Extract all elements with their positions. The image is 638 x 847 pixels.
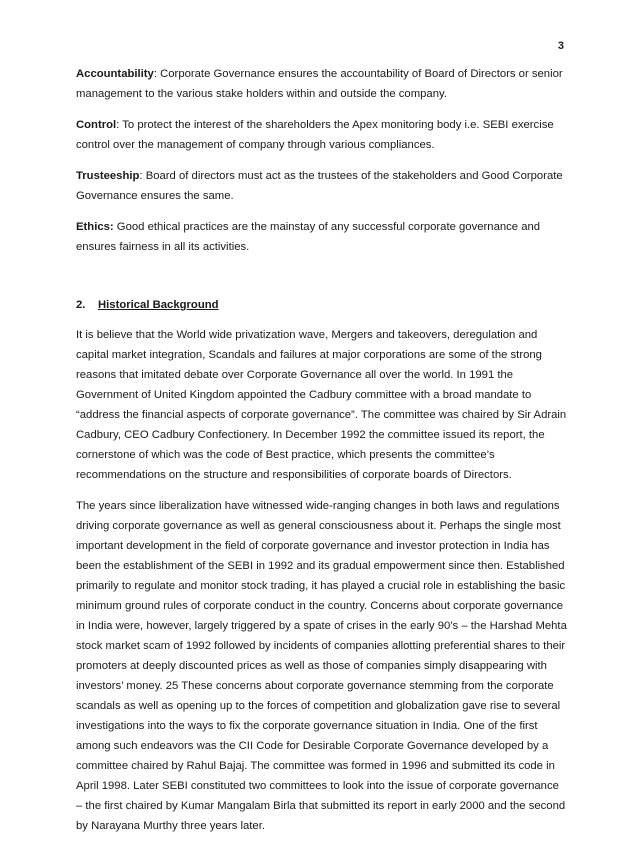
definition-term: Control xyxy=(76,119,117,131)
definition-term: Ethics: xyxy=(76,221,114,233)
paragraph-history-intro: It is believe that the World wide privatization wave, Mergers and takeovers, deregulation and capital market integration, Scandals and failures at major corporations are some of the strong reasons that imitated debate over Corporate Governance all over the world. In 1991 the Government of United Kingdom appointed the Cadbury committee with a broad mandate to “address the financial aspects of corporate governance”. The committee was chaired by Sir Adrain Cadbury, CEO Cadbury Confectionery. In December 1992 the committee issued its report, the cornerstone of which was the code of Best practice, which presents the committee’s recommendations on the structure and responsibilities of corporate boards of Directors. xyxy=(76,329,567,481)
section-number: 2. xyxy=(76,299,86,311)
section-title: Historical Background xyxy=(98,299,219,311)
paragraph-india-governance: The years since liberalization have witnessed wide-ranging changes in both laws and regulations driving corporate governance as well as general consciousness about it. Perhaps the single most important development in the field of corporate governance and investor protection in India has been the establishment of the SEBI in 1992 and its gradual empowerment since then. Established primarily to regulate and monitor stock trading, it has played a crucial role in establishing the basic minimum ground rules of corporate conduct in the country. Concerns about corporate governance in India were, however, largely triggered by a spate of crises in the early 90’s – the Harshad Mehta stock market scam of 1992 followed by incidents of companies allotting preferential shares to their promoters at deeply discounted prices as well as those of companies simply disappearing with investors’ money. 25 These concerns about corporate governance stemming from the corporate scandals as well as opening up to the forces of competition and globalization gave rise to several investigations into the ways to fix the corporate governance situation in India. One of the first among such endeavors was the CII Code for Desirable Corporate Governance developed by a committee chaired by Rahul Bajaj. The committee was formed in 1996 and submitted its code in April 1998. Later SEBI constituted two committees to look into the issue of corporate governance – the first chaired by Kumar Mangalam Birla that submitted its report in early 2000 and the second by Narayana Murthy three years later. xyxy=(76,500,567,832)
definition-text: : Corporate Governance ensures the accountability of Board of Directors or senior management to the various stake holders within and outside the company. xyxy=(76,68,563,100)
definition-ethics xyxy=(76,217,568,257)
definition-term: Trusteeship xyxy=(76,170,140,182)
definition-trusteeship xyxy=(76,166,568,206)
definition-accountability xyxy=(76,64,568,104)
definition-term: Accountability xyxy=(76,68,154,80)
definition-control xyxy=(76,115,568,155)
section-heading xyxy=(76,295,568,315)
document-body xyxy=(76,64,568,847)
definition-text: : To protect the interest of the shareholders the Apex monitoring body i.e. SEBI exercise control over the management of company through various compliances. xyxy=(76,119,554,151)
definition-text: : Board of directors must act as the trustees of the stakeholders and Good Corporate Governance ensures the same. xyxy=(76,170,563,202)
page-number: 3 xyxy=(557,40,564,52)
definition-text: Good ethical practices are the mainstay of any successful corporate governance and ensures fairness in all its activities. xyxy=(76,221,541,253)
